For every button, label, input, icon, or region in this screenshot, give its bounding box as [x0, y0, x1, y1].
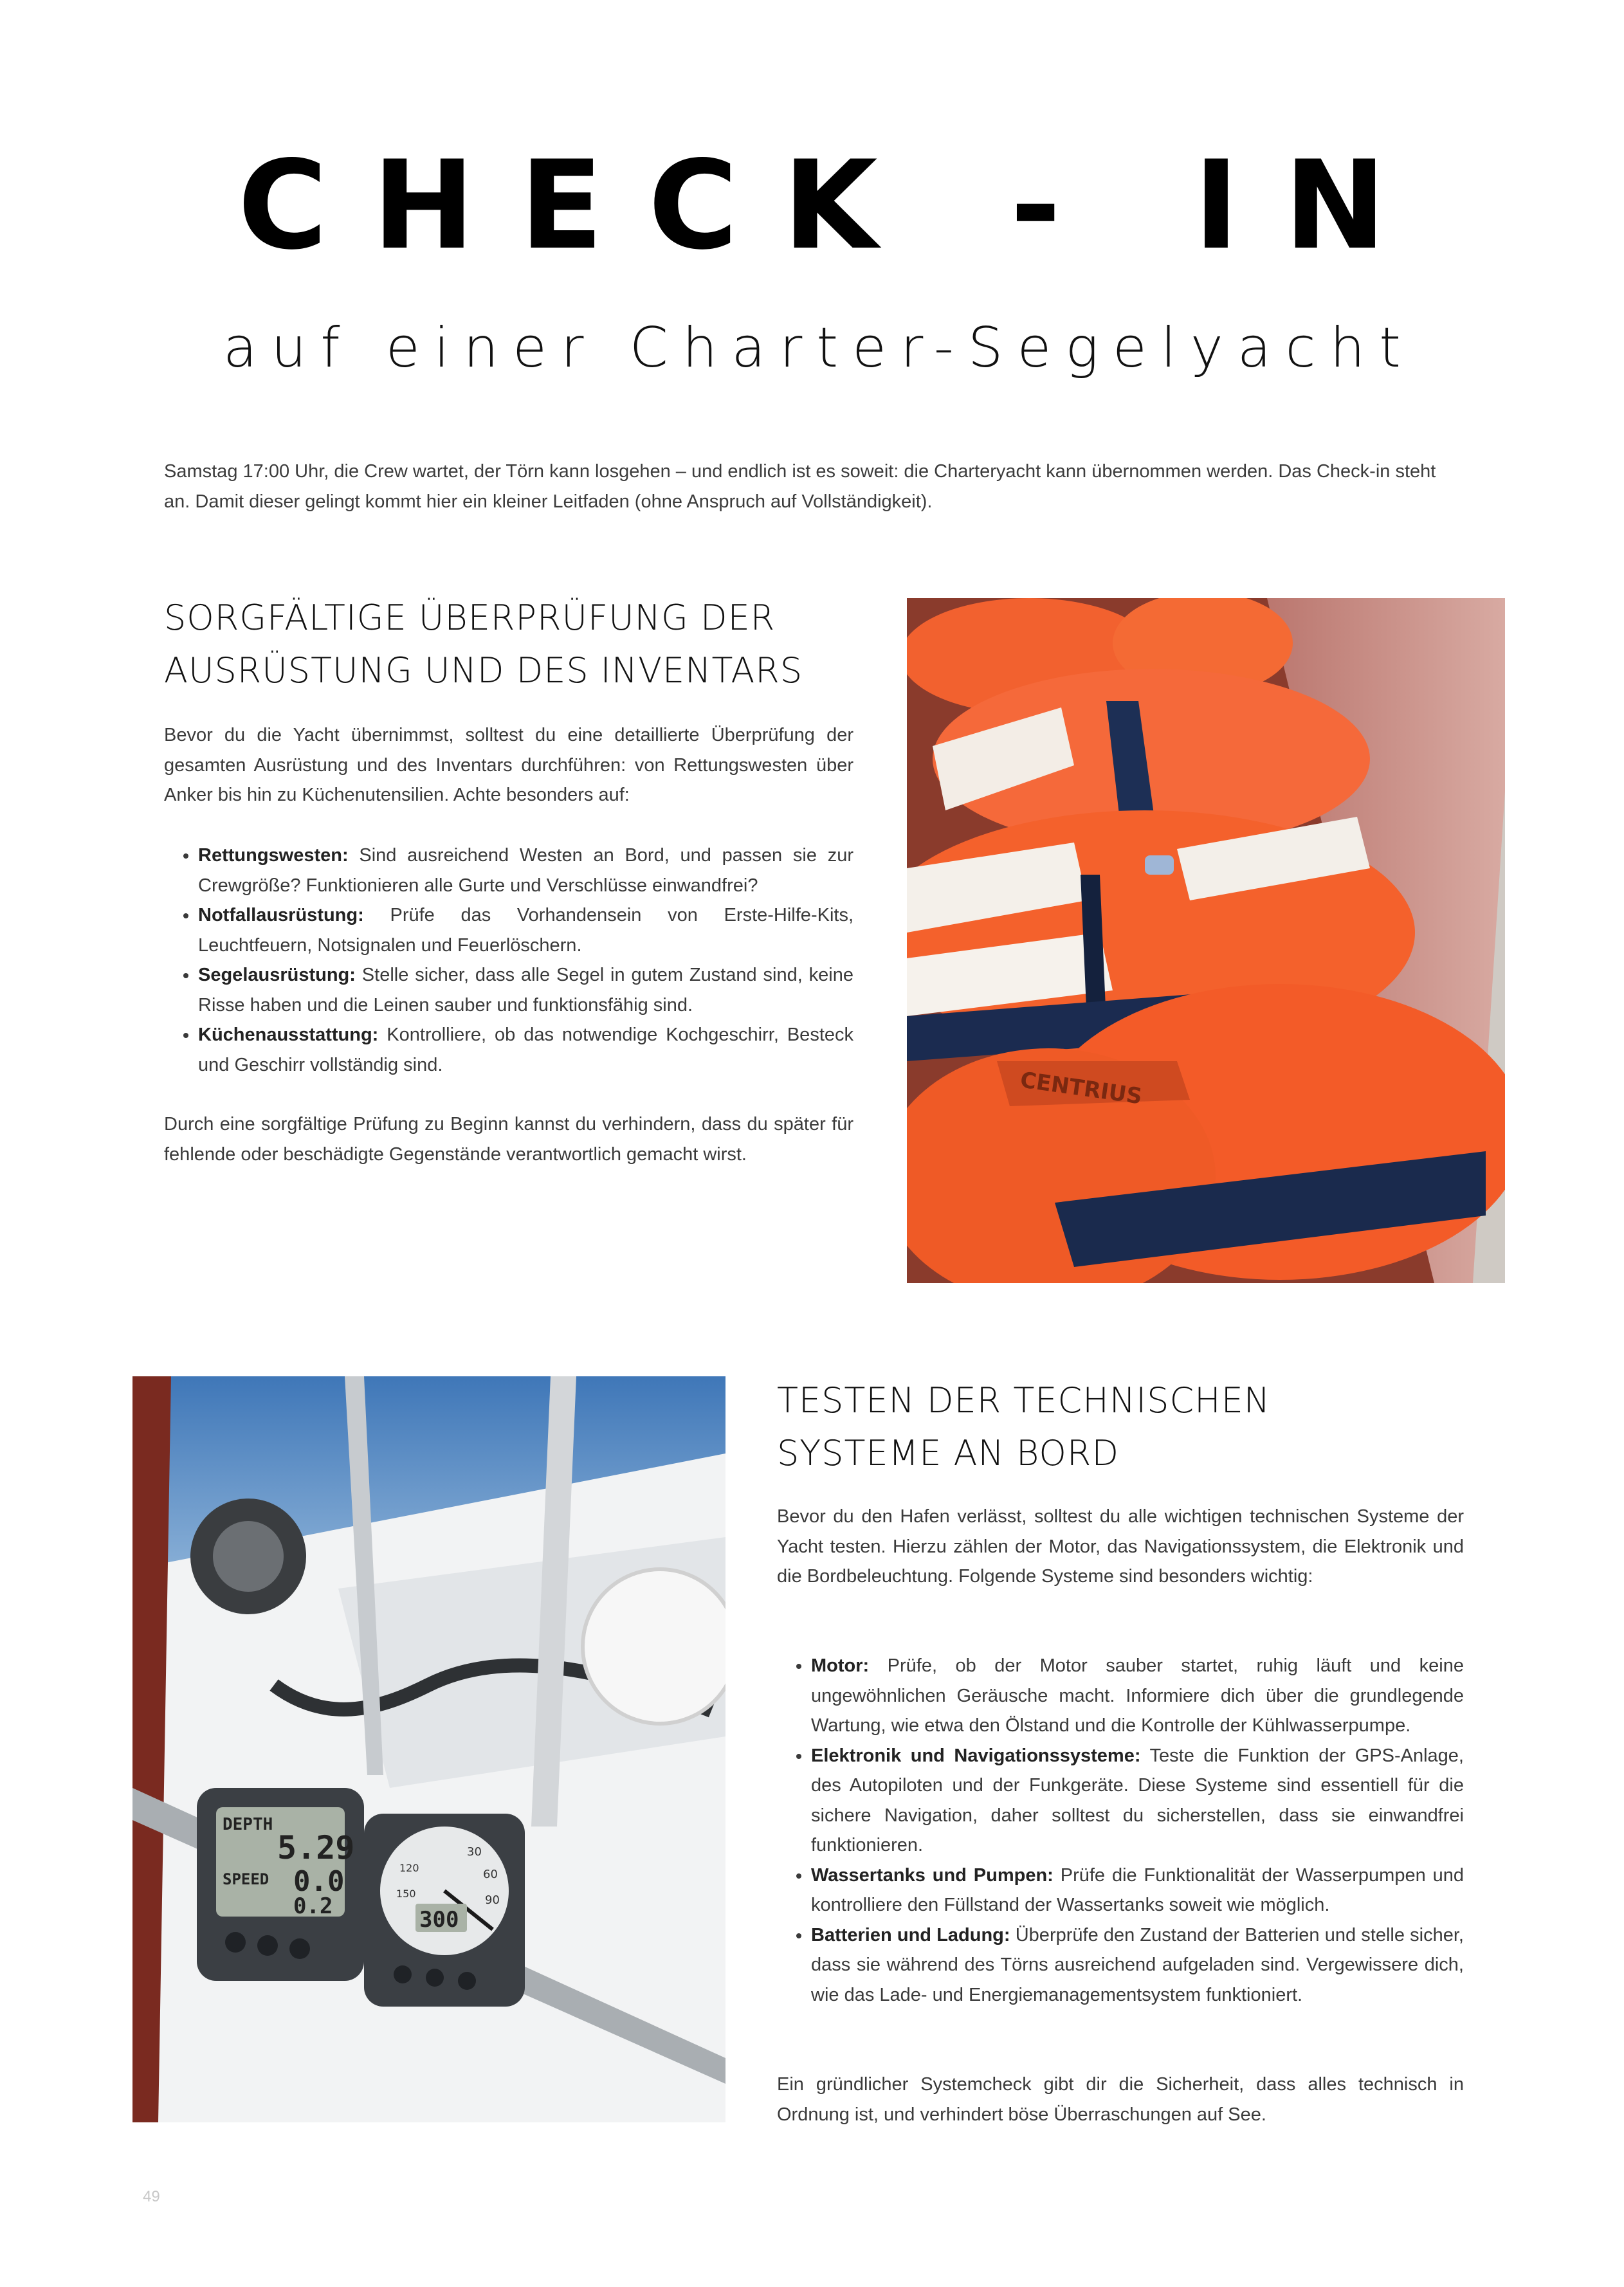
- list-item-text: Prüfe die Funktionalität der Wasserpumpen und kontrolliere den Füllstand der Wassertanks soweit wie möglich.: [811, 1864, 1464, 1915]
- speed-label: SPEED: [223, 1870, 269, 1888]
- life-jackets-photo: [907, 598, 1505, 1283]
- list-item: [811, 1861, 1464, 1920]
- dial-tick: 30: [467, 1845, 482, 1859]
- speed-value: 0.0: [293, 1865, 345, 1898]
- depth-label: DEPTH: [223, 1815, 273, 1834]
- section2-heading-line1: TESTEN DER TECHNISCHEN: [777, 1380, 1271, 1421]
- list-item-term: Küchenausstattung:: [198, 1025, 379, 1045]
- list-item: [198, 1020, 853, 1080]
- section2-heading-line2: SYSTEME AN BORD: [777, 1433, 1120, 1473]
- page-subtitle: auf einer Charter-Segelyacht: [223, 316, 1415, 380]
- wind-readout: 300: [419, 1907, 459, 1933]
- helm-illustration: [132, 1376, 725, 2122]
- compass: [583, 1569, 725, 1724]
- list-item-term: Elektronik und Navigationssysteme:: [811, 1745, 1141, 1766]
- depth-value: 5.29: [277, 1829, 355, 1866]
- section1-heading-line2: AUSRÜSTUNG UND DES INVENTARS: [164, 650, 803, 691]
- section1-heading: [164, 592, 904, 697]
- list-item: [811, 1651, 1464, 1741]
- section2-closing: Ein gründlicher Systemcheck gibt dir die Sicherheit, dass alles technisch in Ordnung ist, und verhindert böse Überraschungen auf See.: [777, 2074, 1464, 2125]
- list-item-term: Rettungswesten:: [198, 845, 349, 866]
- section2-list: [777, 1651, 1464, 2010]
- list-item: [811, 1741, 1464, 1861]
- list-item: [198, 900, 853, 960]
- list-item-text: Sind ausreichend Westen an Bord, und passen sie zur Crewgröße? Funktionieren alle Gurte und Verschlüsse einwandfrei?: [198, 845, 853, 896]
- section2-lead: Bevor du den Hafen verlässt, solltest du alle wichtigen technischen Systeme der Yacht testen. Hierzu zählen der Motor, das Navigationssystem, die Elektronik und die Bordbeleuchtung. Folgende Systeme sind besonders wichtig:: [777, 1506, 1464, 1587]
- life-jackets-illustration: [907, 598, 1505, 1283]
- list-item-text: Prüfe das Vorhandensein von Erste-Hilfe-Kits, Leuchtfeuern, Notsignalen und Feuerlöschern.: [198, 905, 853, 956]
- list-item-text: Prüfe, ob der Motor sauber startet, ruhig läuft und keine ungewöhnlichen Geräusche macht. Informiere dich über die grundlegende Wartung, wie etwa den Ölstand und die Kontrolle der Kühlwasserpumpe.: [811, 1655, 1464, 1736]
- page-number: 49: [143, 2188, 160, 2205]
- dial-tick: 60: [483, 1868, 498, 1881]
- helm-instruments-photo: [132, 1376, 725, 2122]
- speed-value-secondary: 0.2: [293, 1893, 333, 1919]
- list-item-term: Segelausrüstung:: [198, 965, 356, 985]
- page-title: CHECK - IN: [237, 134, 1432, 277]
- dial-tick: 150: [396, 1888, 416, 1900]
- list-item: [198, 960, 853, 1020]
- list-item-term: Wassertanks und Pumpen:: [811, 1864, 1054, 1886]
- list-item: [811, 1920, 1464, 2010]
- section1-lead: Bevor du die Yacht übernimmst, solltest du eine detaillierte Überprüfung der gesamten Ausrüstung und des Inventars durchführen: von Rettungswesten über Anker bis hin zu Küchenutensilien. Achte besonders auf:: [164, 725, 853, 805]
- section1-closing: Durch eine sorgfältige Prüfung zu Beginn kannst du verhindern, dass du später für fehlende oder beschädigte Gegenstände verantwortlich gemacht wirst.: [164, 1114, 853, 1165]
- dial-tick: 120: [399, 1862, 419, 1874]
- section2-heading: [777, 1374, 1484, 1480]
- section1-heading-line1: SORGFÄLTIGE ÜBERPRÜFUNG DER: [164, 597, 776, 638]
- list-item-term: Notfallausrüstung:: [198, 905, 364, 925]
- list-item-term: Batterien und Ladung:: [811, 1924, 1010, 1945]
- list-item-text: Teste die Funktion der GPS-Anlage, des Autopiloten und der Funkgeräte. Diese Systeme sind essentiell für die sichere Navigation, daher solltest du sicherstellen, dass sie einwandfrei funktionieren.: [811, 1745, 1464, 1855]
- dial-tick: 90: [485, 1893, 500, 1907]
- intro-paragraph: Samstag 17:00 Uhr, die Crew wartet, der Törn kann losgehen – und endlich ist es soweit: die Charteryacht kann übernommen werden. Das Check-in steht an. Damit dieser gelingt kommt hier ein kleiner Leitfaden (ohne Anspruch auf Vollständigkeit).: [164, 461, 1436, 512]
- list-item-term: Motor:: [811, 1655, 870, 1676]
- list-item-text: Überprüfe den Zustand der Batterien und stelle sicher, dass sie während des Törns ausreichend aufgeladen sind. Vergewissere dich, wie das Lade- und Energiemanagementsystem funktioniert.: [811, 1924, 1464, 2005]
- list-item: [198, 841, 853, 900]
- jacket-brand-text: CENTRIUS: [1018, 1067, 1144, 1110]
- list-item-text: Stelle sicher, dass alle Segel in gutem Zustand sind, keine Risse haben und die Leinen sauber und funktionsfähig sind.: [198, 965, 853, 1016]
- section1-list: [164, 841, 853, 1080]
- list-item-text: Kontrolliere, ob das notwendige Kochgeschirr, Besteck und Geschirr vollständig sind.: [198, 1025, 853, 1075]
